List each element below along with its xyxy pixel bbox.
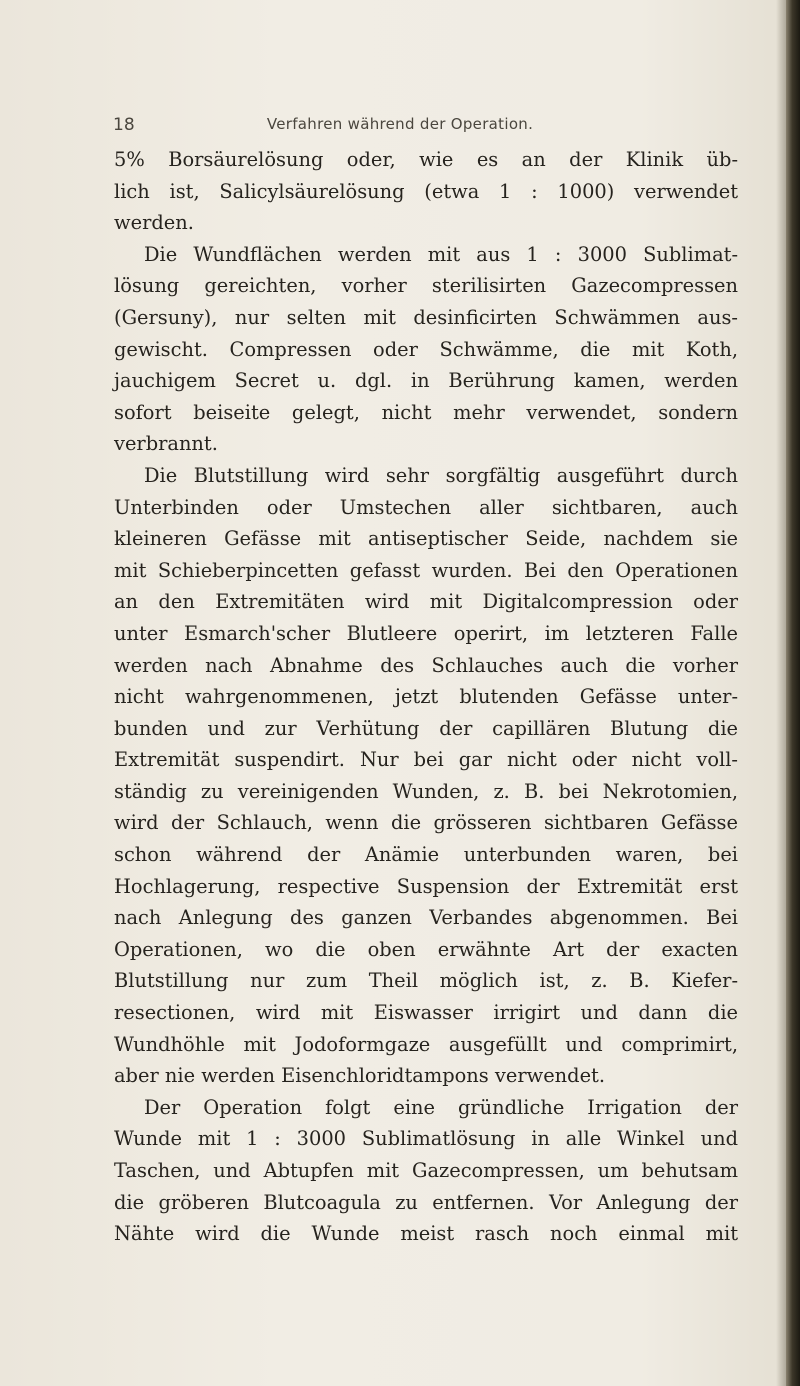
text-line: lösung gereichten, vorher sterilisirten Gazecompressen (114, 274, 738, 298)
text-line: wird der Schlauch, wenn die grösseren sichtbaren Gefässe (114, 811, 738, 835)
text-line: die gröberen Blutcoagula zu entfernen. Vor Anlegung der (114, 1190, 738, 1214)
text-line: an den Extremitäten wird mit Digitalcompression oder (114, 590, 738, 614)
body-text (114, 144, 738, 1250)
text-line: Wundhöhle mit Jodoformgaze ausgefüllt und comprimirt, (114, 1032, 738, 1056)
text-line: Operationen, wo die oben erwähnte Art der exacten (114, 937, 738, 961)
text-line: ständig zu vereinigenden Wunden, z. B. bei Nekrotomien, (114, 779, 738, 803)
text-line: Die Blutstillung wird sehr sorgfältig ausgeführt durch (144, 463, 738, 487)
text-line: (Gersuny), nur selten mit desinficirten Schwämmen aus- (114, 305, 738, 329)
text-line: Taschen, und Abtupfen mit Gazecompressen, um behutsam (114, 1159, 738, 1182)
text-line: Wunde mit 1 : 3000 Sublimatlösung in alle Winkel und (114, 1127, 738, 1151)
text-line: 5% Borsäurelösung oder, wie es an der Klinik üb- (114, 148, 738, 171)
text-line: lich ist, Salicylsäurelösung (etwa 1 : 1000) verwendet (114, 179, 738, 203)
text-line: sofort beiseite gelegt, nicht mehr verwendet, sondern (114, 400, 738, 424)
running-title: Verfahren während der Operation. (266, 115, 534, 133)
text-line: Blutstillung nur zum Theil möglich ist, z. B. Kiefer- (114, 969, 738, 993)
page-header (0, 115, 800, 145)
text-line: Der Operation folgt eine gründliche Irrigation der (144, 1095, 738, 1119)
text-line: mit Schieberpincetten gefasst wurden. Bei den Operationen (114, 558, 738, 582)
text-line: bunden und zur Verhütung der capillären Blutung die (114, 716, 738, 740)
text-line: schon während der Anämie unterbunden waren, bei (114, 843, 738, 867)
text-line: Unterbinden oder Umstechen aller sichtbaren, auch (114, 495, 738, 519)
text-line: unter Esmarch'scher Blutleere operirt, im letzteren Falle (114, 621, 738, 645)
text-line: werden nach Abnahme des Schlauches auch die vorher (114, 653, 738, 677)
page-gutter-shadow (776, 0, 786, 1386)
text-line: Die Wundflächen werden mit aus 1 : 3000 Sublimat- (144, 242, 738, 266)
text-line: jauchigem Secret u. dgl. in Berührung kamen, werden (114, 369, 738, 393)
text-line: Nähte wird die Wunde meist rasch noch einmal mit (114, 1222, 738, 1246)
text-line: nach Anlegung des ganzen Verbandes abgenommen. Bei (114, 906, 738, 930)
text-line: Hochlagerung, respective Suspension der Extremität erst (114, 874, 738, 898)
text-line: nicht wahrgenommenen, jetzt blutenden Gefässe unter- (114, 685, 738, 709)
page-number: 18 (113, 115, 135, 135)
text-line: kleineren Gefässe mit antiseptischer Seide, nachdem sie (114, 527, 738, 551)
text-line: aber nie werden Eisenchloridtampons verwendet. (114, 1064, 606, 1088)
text-line: Extremität suspendirt. Nur bei gar nicht oder nicht voll- (114, 748, 738, 772)
text-line: gewischt. Compressen oder Schwämme, die mit Koth, (114, 337, 738, 361)
text-line: verbrannt. (114, 432, 218, 456)
text-line: werden. (114, 211, 194, 235)
text-line: resectionen, wird mit Eiswasser irrigirt und dann die (114, 1001, 738, 1025)
page-edge (786, 0, 800, 1386)
